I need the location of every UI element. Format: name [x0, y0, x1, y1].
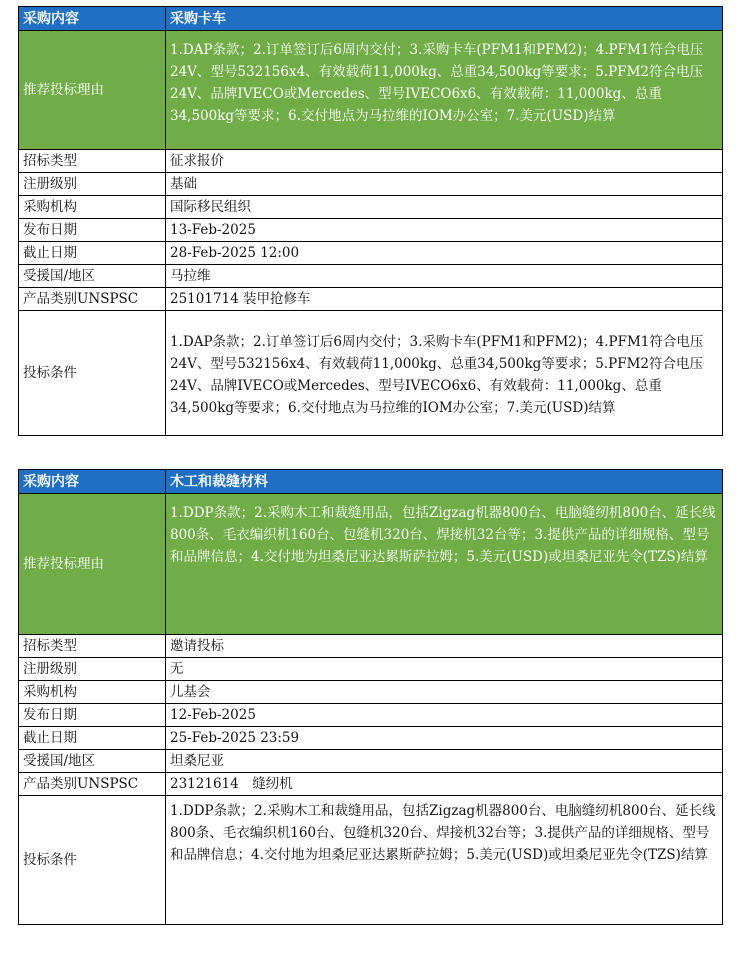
- label-conditions: 投标条件: [19, 311, 166, 436]
- tender-type-value: 邀请投标: [166, 635, 723, 658]
- label-reg-level: 注册级别: [19, 658, 166, 681]
- label-conditions: 投标条件: [19, 796, 166, 925]
- conditions-text: 1.DAP条款；2.订单签订后6周内交付；3.采购卡车(PFM1和PFM2)；4.PFM1符合电压24V、型号532156x4、有效载荷11,000kg、总重34,500kg等要求；5.PFM2符合电压24V、品牌IVECO或Mercedes、型号IVECO6x6、有效载荷：11,000kg、总重34,500kg等要求；6.交付地点为马拉维的IOM办公室；7.美元(USD)结算: [166, 311, 723, 436]
- publish-date-value: 12-Feb-2025: [166, 704, 723, 727]
- label-reg-level: 注册级别: [19, 173, 166, 196]
- tender-title: 采购卡车: [166, 7, 723, 31]
- label-unspsc: 产品类别UNSPSC: [19, 773, 166, 796]
- country-value: 马拉维: [166, 265, 723, 288]
- unspsc-value: 25101714 装甲抢修车: [166, 288, 723, 311]
- label-country: 受援国/地区: [19, 265, 166, 288]
- deadline-value: 28-Feb-2025 12:00: [166, 242, 723, 265]
- reason-text: 1.DDP条款；2.采购木工和裁缝用品，包括Zigzag机器800台、电脑缝纫机800台、延长线800条、毛衣编织机160台、包缝机320台、焊接机32台等；3.提供产品的详细规格、型号和品牌信息；4.交付地为坦桑尼亚达累斯萨拉姆；5.美元(USD)或坦桑尼亚先令(TZS)结算: [166, 494, 723, 635]
- country-value: 坦桑尼亚: [166, 750, 723, 773]
- unspsc-value: 23121614 缝纫机: [166, 773, 723, 796]
- label-publish-date: 发布日期: [19, 219, 166, 242]
- tender-type-value: 征求报价: [166, 150, 723, 173]
- agency-value: 儿基会: [166, 681, 723, 704]
- label-country: 受援国/地区: [19, 750, 166, 773]
- label-tender-type: 招标类型: [19, 635, 166, 658]
- label-deadline: 截止日期: [19, 727, 166, 750]
- reg-level-value: 无: [166, 658, 723, 681]
- deadline-value: 25-Feb-2025 23:59: [166, 727, 723, 750]
- label-tender-type: 招标类型: [19, 150, 166, 173]
- label-unspsc: 产品类别UNSPSC: [19, 288, 166, 311]
- tender-table-1: [18, 6, 723, 436]
- label-content: 采购内容: [19, 470, 166, 494]
- tender-table-2: [18, 469, 723, 925]
- label-deadline: 截止日期: [19, 242, 166, 265]
- label-publish-date: 发布日期: [19, 704, 166, 727]
- label-reason: 推荐投标理由: [19, 31, 166, 150]
- label-agency: 采购机构: [19, 196, 166, 219]
- label-content: 采购内容: [19, 7, 166, 31]
- agency-value: 国际移民组织: [166, 196, 723, 219]
- label-agency: 采购机构: [19, 681, 166, 704]
- tender-title: 木工和裁缝材料: [166, 470, 723, 494]
- reg-level-value: 基础: [166, 173, 723, 196]
- publish-date-value: 13-Feb-2025: [166, 219, 723, 242]
- label-reason: 推荐投标理由: [19, 494, 166, 635]
- reason-text: 1.DAP条款；2.订单签订后6周内交付；3.采购卡车(PFM1和PFM2)；4.PFM1符合电压24V、型号532156x4、有效载荷11,000kg、总重34,500kg等要求；5.PFM2符合电压24V、品牌IVECO或Mercedes、型号IVECO6x6、有效载荷：11,000kg、总重34,500kg等要求；6.交付地点为马拉维的IOM办公室；7.美元(USD)结算: [166, 31, 723, 150]
- conditions-text: 1.DDP条款；2.采购木工和裁缝用品，包括Zigzag机器800台、电脑缝纫机800台、延长线800条、毛衣编织机160台、包缝机320台、焊接机32台等；3.提供产品的详细规格、型号和品牌信息；4.交付地为坦桑尼亚达累斯萨拉姆；5.美元(USD)或坦桑尼亚先令(TZS)结算: [166, 796, 723, 925]
